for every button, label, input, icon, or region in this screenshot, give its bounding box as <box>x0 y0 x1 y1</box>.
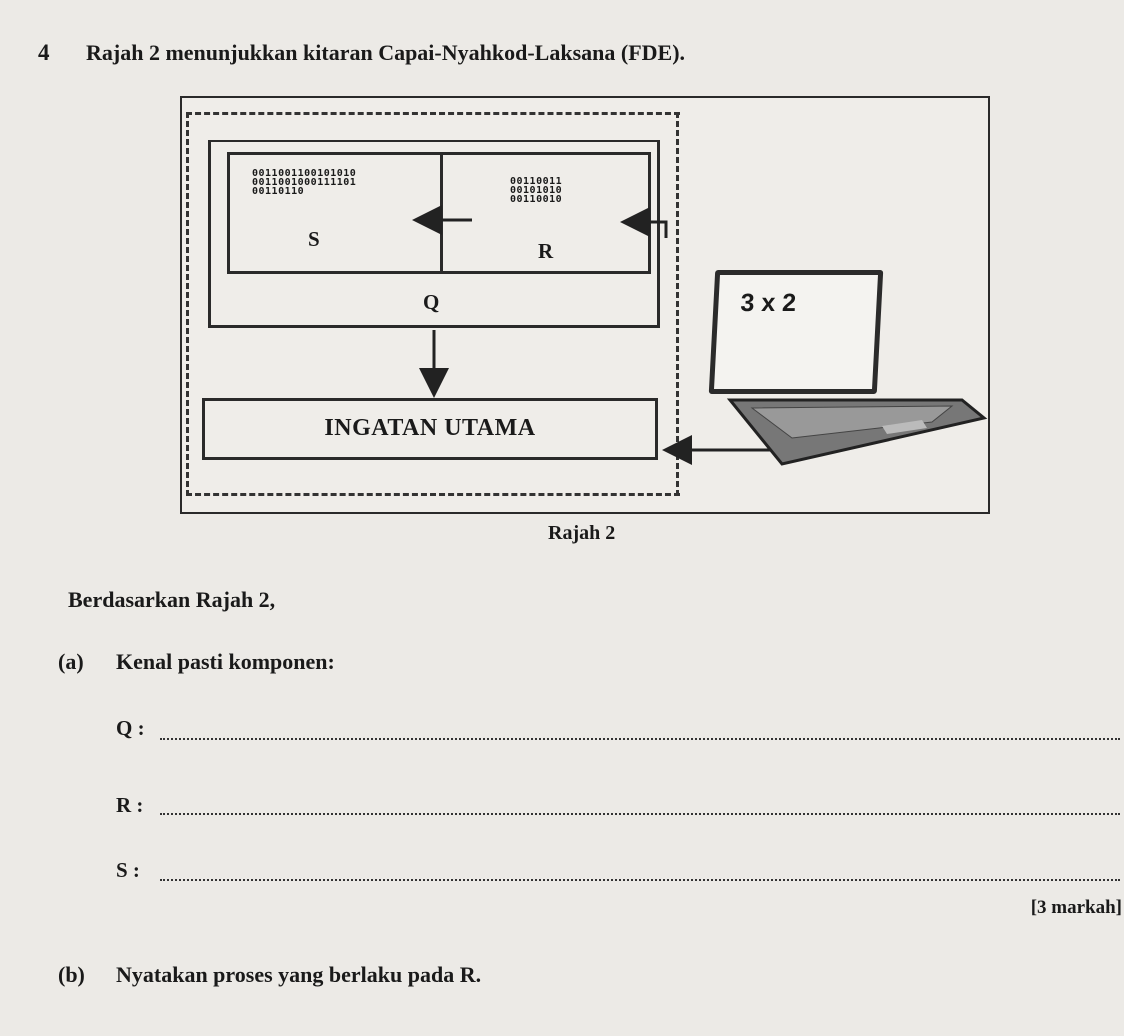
arrow-into-r <box>626 222 666 238</box>
fde-diagram <box>180 96 990 514</box>
part-a-marker: (a) <box>58 649 84 674</box>
laptop-screen <box>709 270 883 394</box>
label-q: Q <box>423 290 440 314</box>
laptop-base-icon <box>722 398 992 468</box>
answer-label-q: Q : <box>116 716 145 740</box>
part-b-marker: (b) <box>58 962 85 987</box>
answer-line-q[interactable] <box>160 738 1120 740</box>
question-intro: Rajah 2 menunjukkan kitaran Capai-Nyahkod-Laksana (FDE). <box>86 40 686 65</box>
answer-label-r: R : <box>116 793 144 817</box>
binary-r: 00110011 00101010 00110010 <box>510 176 563 205</box>
label-s: S <box>308 227 320 251</box>
main-memory-label: INGATAN UTAMA <box>324 415 536 441</box>
answer-label-s: S : <box>116 858 140 882</box>
based-on-text: Berdasarkan Rajah 2, <box>68 587 276 612</box>
question-number: 4 <box>38 40 50 65</box>
answer-line-s[interactable] <box>160 879 1120 881</box>
part-b-text: Nyatakan proses yang berlaku pada R. <box>116 962 482 987</box>
part-a-text: Kenal pasti komponen: <box>116 649 335 674</box>
answer-line-r[interactable] <box>160 813 1120 815</box>
figure-caption: Rajah 2 <box>548 522 616 544</box>
marks-label: [3 markah] <box>1030 897 1122 918</box>
binary-s: 0011001100101010 0011001000111101 00110110 <box>252 168 357 197</box>
label-r: R <box>538 239 554 263</box>
screen-text: 3 x 2 <box>739 289 797 317</box>
